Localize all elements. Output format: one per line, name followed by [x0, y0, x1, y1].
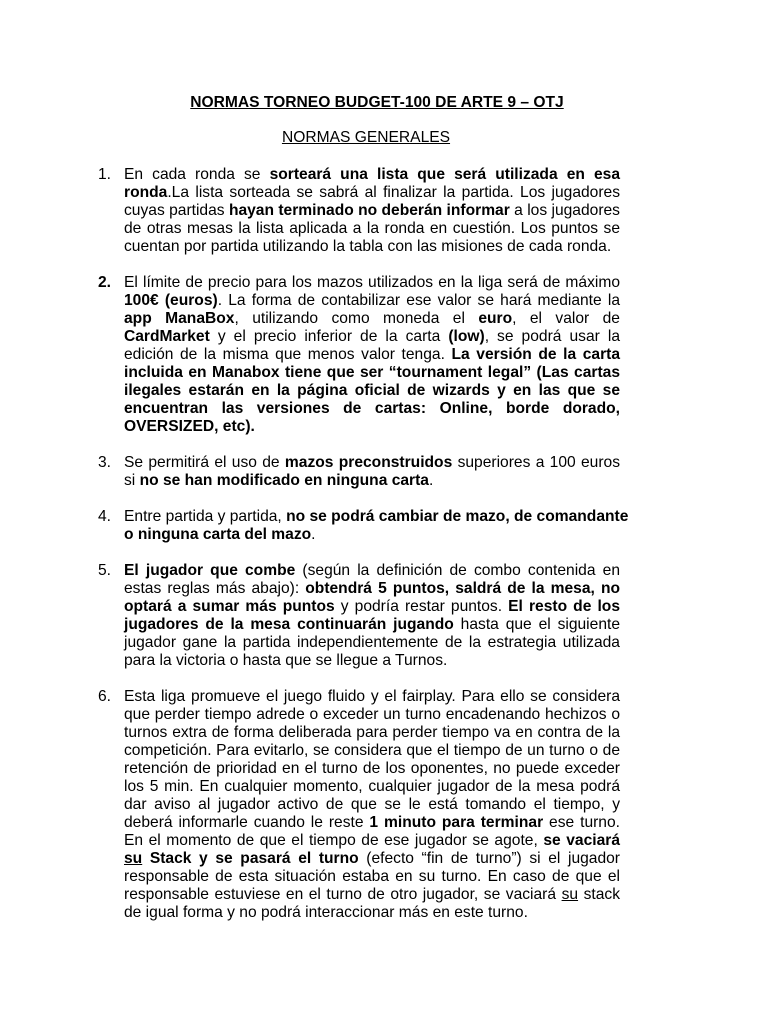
list-item-text	[124, 508, 640, 544]
list-item-number: 1.	[98, 166, 112, 183]
text-segment: a los jugadores de otras mesas la lista aplicada a la ronda en cuestión. Los puntos se cuentan por partida utilizando la tabla con las misiones de cada ronda.	[124, 202, 620, 255]
list-item-number: 6.	[98, 688, 112, 705]
text-segment: hasta que el siguiente jugador gane la partida independientemente de la estrategia utilizada para la victoria o hasta que se llegue a Turnos.	[124, 616, 620, 669]
text-segment: (según la definición de combo contenida en estas reglas más abajo):	[124, 562, 621, 597]
text-segment: 100€ (euros)	[124, 292, 218, 309]
text-segment: no se podrá cambiar de mazo, de comandante o ninguna carta del mazo	[124, 508, 629, 543]
list-item	[0, 508, 768, 544]
text-segment: En cada ronda se	[124, 166, 270, 183]
list-item	[0, 166, 768, 256]
list-item-text	[124, 166, 620, 256]
list-item	[0, 688, 768, 922]
text-segment: , el valor de	[512, 310, 620, 327]
list-item-text	[124, 562, 620, 670]
rules-list	[0, 166, 768, 940]
text-segment: y podría restar puntos.	[334, 598, 509, 615]
text-segment: . La forma de contabilizar ese valor se hará mediante la	[217, 292, 620, 309]
text-segment: 1 minuto para terminar	[369, 814, 544, 831]
section-heading: NORMAS GENERALES	[281, 129, 451, 146]
text-segment: CardMarket	[124, 328, 210, 345]
list-item-number: 5.	[98, 562, 112, 579]
text-segment: , se podrá usar la edición de la misma que menos valor tenga.	[124, 328, 620, 363]
text-segment: hayan terminado no deberán informar	[228, 202, 510, 219]
text-segment: euro	[478, 310, 513, 327]
document-title: NORMAS TORNEO BUDGET-100 DE ARTE 9 – OTJ	[190, 94, 564, 111]
text-segment: mazos preconstruidos	[284, 454, 453, 471]
text-segment: Se permitirá el uso de	[124, 454, 285, 471]
text-segment: obtendrá 5 puntos, saldrá de la mesa, no optará a sumar más puntos	[124, 580, 621, 615]
text-segment: app ManaBox	[124, 310, 235, 327]
text-segment: su	[561, 886, 579, 903]
text-segment: .	[428, 472, 434, 489]
text-segment: El resto de los jugadores de la mesa continuarán jugando	[124, 598, 621, 633]
list-item-text	[124, 274, 620, 436]
list-item-number: 3.	[98, 454, 112, 471]
list-item	[0, 562, 768, 670]
text-segment: La versión de la carta incluida en Manabox tiene que ser “tournament legal” (Las cartas ilegales estarán en la página oficial de wizards y en las que se encuentran las versiones de cartas: Online, borde dorado, OVERSIZED, etc).	[124, 346, 620, 435]
list-item	[0, 274, 768, 436]
text-segment: Entre partida y partida,	[124, 508, 287, 525]
text-segment: no se han modificado en ninguna carta	[139, 472, 429, 489]
text-segment: .La lista sorteada se sabrá al finalizar la partida. Los jugadores cuyas partidas	[124, 184, 620, 219]
text-segment: superiores a 100 euros si	[124, 454, 621, 489]
text-segment: stack de igual forma y no podrá interaccionar más en este turno.	[124, 886, 620, 921]
text-segment: se vaciará	[543, 832, 620, 849]
text-segment: (low)	[448, 328, 485, 345]
list-item-number: 4.	[98, 508, 112, 525]
list-item-text	[124, 454, 620, 490]
text-segment: El límite de precio para los mazos utilizados en la liga será de máximo	[124, 274, 620, 291]
text-segment: Stack y se pasará el turno	[142, 850, 359, 867]
text-segment: Esta liga promueve el juego fluido y el fairplay. Para ello se considera que perder tiempo adrede o exceder un turno encadenando hechizos o turnos extra de forma deliberada para perder tiempo va en contra de la competición. Para evitarlo, se considera que el tiempo de un turno o de retención de prioridad en el turno de los oponentes, no puede exceder los 5 min. En cualquier momento, cualquier jugador de la mesa podrá dar aviso al jugador activo de que se le está tomando el tiempo, y deberá informarle cuando le reste	[124, 688, 620, 831]
text-segment: , utilizando como moneda el	[234, 310, 479, 327]
text-segment: ese turno. En el momento de que el tiempo de ese jugador se agote,	[124, 814, 620, 849]
text-segment: sorteará una lista que será utilizada en esa ronda	[124, 166, 620, 201]
text-segment: El jugador que combe	[124, 562, 296, 579]
list-item-text	[124, 688, 620, 922]
text-segment: (efecto “fin de turno”) si el jugador responsable de esta situación estaba en su turno. En caso de que el responsable estuviese en el turno de otro jugador, se vaciará	[124, 850, 620, 903]
text-segment: .	[311, 526, 316, 543]
text-segment: y el precio inferior de la carta	[209, 328, 449, 345]
list-item-number: 2.	[98, 274, 112, 291]
text-segment: su	[124, 850, 143, 867]
list-item	[0, 454, 768, 490]
